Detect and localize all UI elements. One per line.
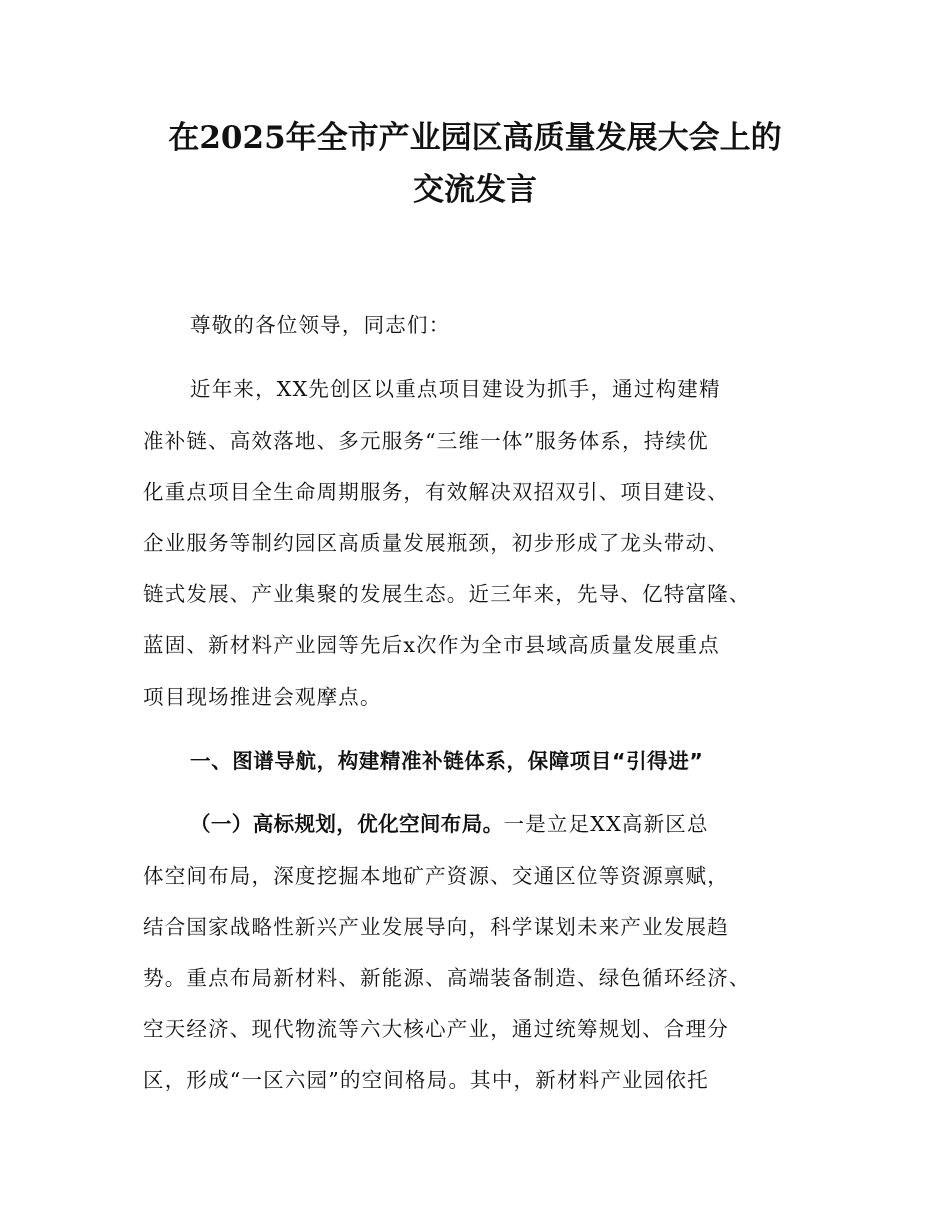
subsection-1-paragraph-line: 空天经济、现代物流等六大核心产业，通过统筹规划、合理分 (143, 1017, 729, 1041)
subsection-1-heading: （一）高标规划，优化空间布局。 (190, 812, 504, 836)
subsection-1-first-line (190, 810, 709, 838)
intro-paragraph-line: 准补链、高效落地、多元服务“三维一体”服务体系，持续优 (143, 429, 709, 453)
document-title-line-2: 交流发言 (413, 172, 537, 208)
intro-paragraph-line: 化重点项目全生命周期服务，有效解决双招双引、项目建设、 (143, 480, 729, 504)
subsection-1-paragraph-line: 体空间布局，深度挖掘本地矿产资源、交通区位等资源禀赋， (143, 864, 729, 888)
document-title-line-1: 在2025年全市产业园区高质量发展大会上的 (168, 120, 782, 156)
subsection-1-first-line-text: 一是立足XX高新区总 (503, 812, 709, 836)
section-1-heading: 一、图谱导航，构建精准补链体系，保障项目“引得进” (190, 749, 704, 773)
subsection-1-paragraph-line: 势。重点布局新材料、新能源、高端装备制造、绿色循环经济、 (143, 966, 751, 990)
intro-paragraph-line: 蓝固、新材料产业园等先后x次作为全市县域高质量发展重点 (143, 633, 720, 657)
intro-paragraph-line: 项目现场推进会观摩点。 (143, 685, 382, 709)
intro-paragraph-line: 链式发展、产业集聚的发展生态。近三年来，先导、亿特富隆、 (143, 582, 751, 606)
salutation: 尊敬的各位领导，同志们： (190, 313, 451, 337)
intro-paragraph-line: 近年来，XX先创区以重点项目建设为抓手，通过构建精 (190, 377, 721, 401)
subsection-1-paragraph-line: 区，形成“一区六园”的空间格局。其中，新材料产业园依托 (143, 1068, 709, 1092)
subsection-1-paragraph-line: 结合国家战略性新兴产业发展导向，科学谋划未来产业发展趋 (143, 915, 729, 939)
intro-paragraph-line: 企业服务等制约园区高质量发展瓶颈，初步形成了龙头带动、 (143, 531, 729, 555)
